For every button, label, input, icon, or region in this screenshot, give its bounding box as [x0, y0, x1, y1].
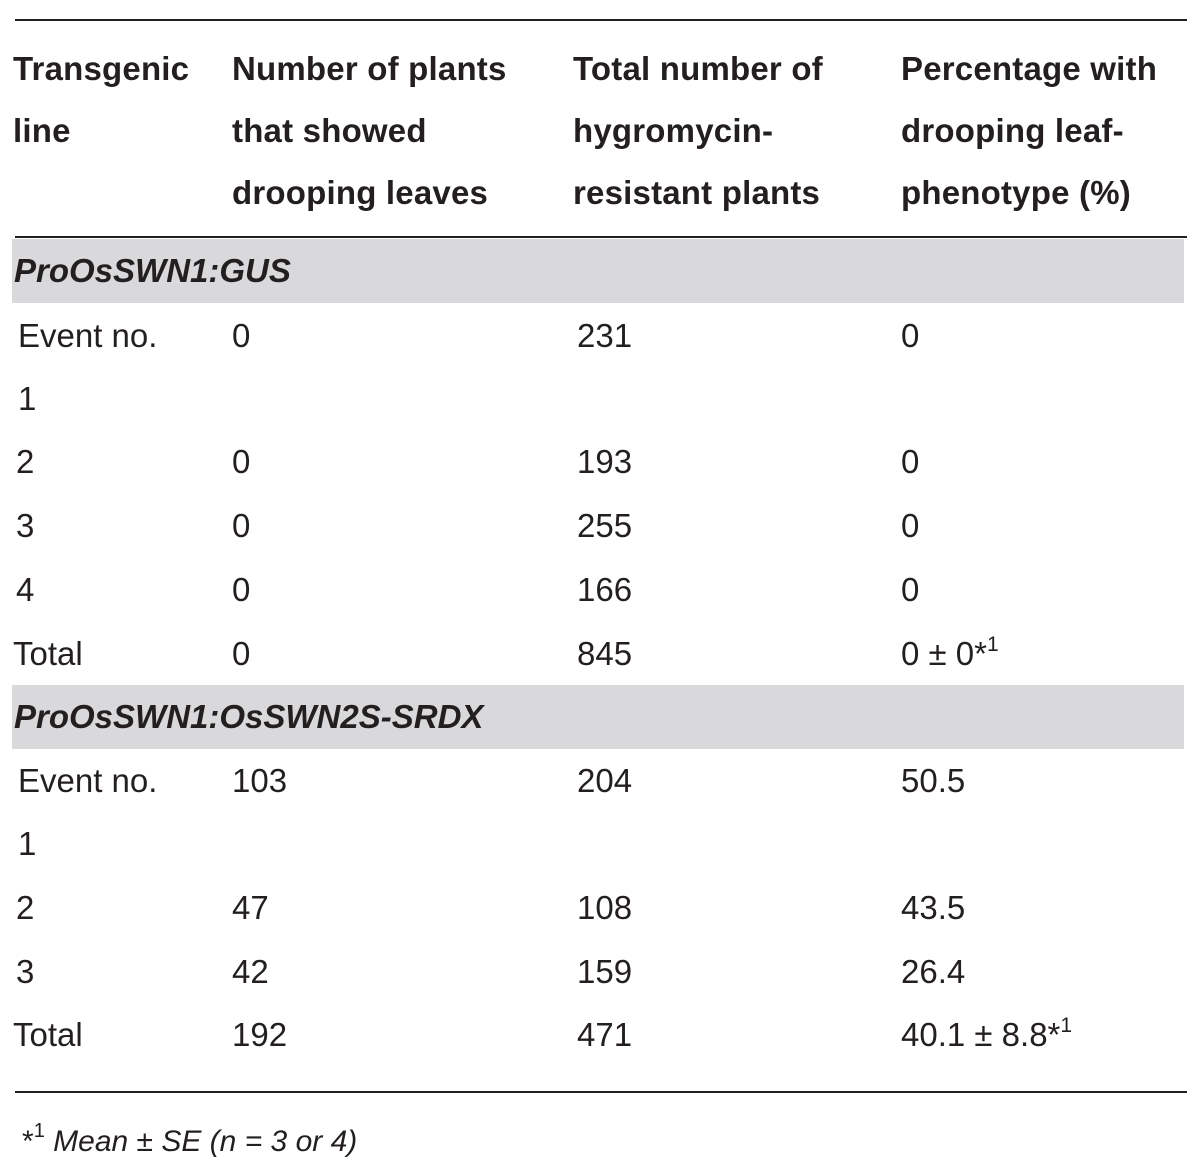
cell-total: 204 — [577, 762, 633, 799]
cell-drooping: 0 — [232, 635, 251, 672]
cell-line: 2 — [16, 443, 35, 480]
section-band-srdx — [12, 685, 1184, 749]
cell-total: 159 — [577, 953, 633, 990]
percentage-value: 40.1 ± 8.8* — [901, 1016, 1061, 1053]
footnote-sup: 1 — [33, 1120, 45, 1142]
header-line-2: that showed — [232, 112, 427, 149]
cell-drooping: 0 — [232, 317, 251, 354]
cell-total: 255 — [577, 507, 633, 544]
footnote-marker: * — [22, 1125, 34, 1158]
cell-total: 471 — [577, 1016, 633, 1053]
header-transgenic-line — [13, 38, 189, 162]
cell-line: 3 — [16, 507, 35, 544]
section-title: ProOsSWN1:GUS — [14, 252, 291, 289]
header-number-drooping — [232, 38, 507, 224]
cell-line: Total — [13, 635, 83, 672]
cell-percentage — [901, 1003, 1072, 1067]
cell-line: 1 — [18, 825, 37, 862]
header-line-2: line — [13, 112, 71, 149]
cell-total: 231 — [577, 317, 633, 354]
header-percentage — [901, 38, 1157, 224]
footnote-ref: 1 — [1060, 1014, 1073, 1037]
header-total-hygromycin — [573, 38, 823, 224]
header-line-1: Transgenic — [13, 50, 190, 87]
cell-percentage: 0 — [901, 507, 920, 544]
header-bottom-rule — [15, 236, 1187, 238]
cell-percentage: 43.5 — [901, 889, 966, 926]
header-line-3: drooping leaves — [232, 174, 489, 211]
cell-drooping: 192 — [232, 1016, 288, 1053]
header-line-1: Total number of — [573, 50, 823, 87]
percentage-value: 0 ± 0* — [901, 635, 987, 672]
cell-line: 2 — [16, 889, 35, 926]
cell-drooping: 0 — [232, 443, 251, 480]
cell-drooping: 0 — [232, 571, 251, 608]
cell-percentage: 0 — [901, 443, 920, 480]
cell-percentage: 50.5 — [901, 762, 966, 799]
header-line-1: Number of plants — [232, 50, 507, 87]
footnote-ref: 1 — [987, 633, 999, 656]
header-line-3: phenotype (%) — [901, 174, 1131, 211]
cell-total: 166 — [577, 571, 633, 608]
cell-percentage — [901, 622, 999, 686]
table-bottom-rule — [15, 1091, 1187, 1093]
header-line-3: resistant plants — [573, 174, 821, 211]
cell-percentage: 0 — [901, 317, 920, 354]
cell-total: 193 — [577, 443, 633, 480]
cell-line: Total — [13, 1016, 83, 1053]
cell-line: Event no. — [18, 762, 158, 799]
cell-drooping: 103 — [232, 762, 288, 799]
cell-line: Event no. — [18, 317, 158, 354]
cell-percentage: 0 — [901, 571, 920, 608]
cell-drooping: 47 — [232, 889, 269, 926]
footnote-text: Mean ± SE (n = 3 or 4) — [44, 1125, 358, 1158]
header-line-2: drooping leaf- — [901, 112, 1124, 149]
table-footnote — [22, 1110, 357, 1174]
cell-percentage: 26.4 — [901, 953, 966, 990]
cell-drooping: 0 — [232, 507, 251, 544]
cell-line: 4 — [16, 571, 35, 608]
table-top-rule — [15, 19, 1187, 21]
cell-drooping: 42 — [232, 953, 269, 990]
cell-line: 1 — [18, 380, 37, 417]
cell-total: 845 — [577, 635, 633, 672]
section-title: ProOsSWN1:OsSWN2S-SRDX — [14, 698, 484, 735]
header-line-2: hygromycin- — [573, 112, 774, 149]
cell-total: 108 — [577, 889, 633, 926]
header-line-1: Percentage with — [901, 50, 1158, 87]
section-band-gus — [12, 239, 1184, 303]
cell-line: 3 — [16, 953, 35, 990]
